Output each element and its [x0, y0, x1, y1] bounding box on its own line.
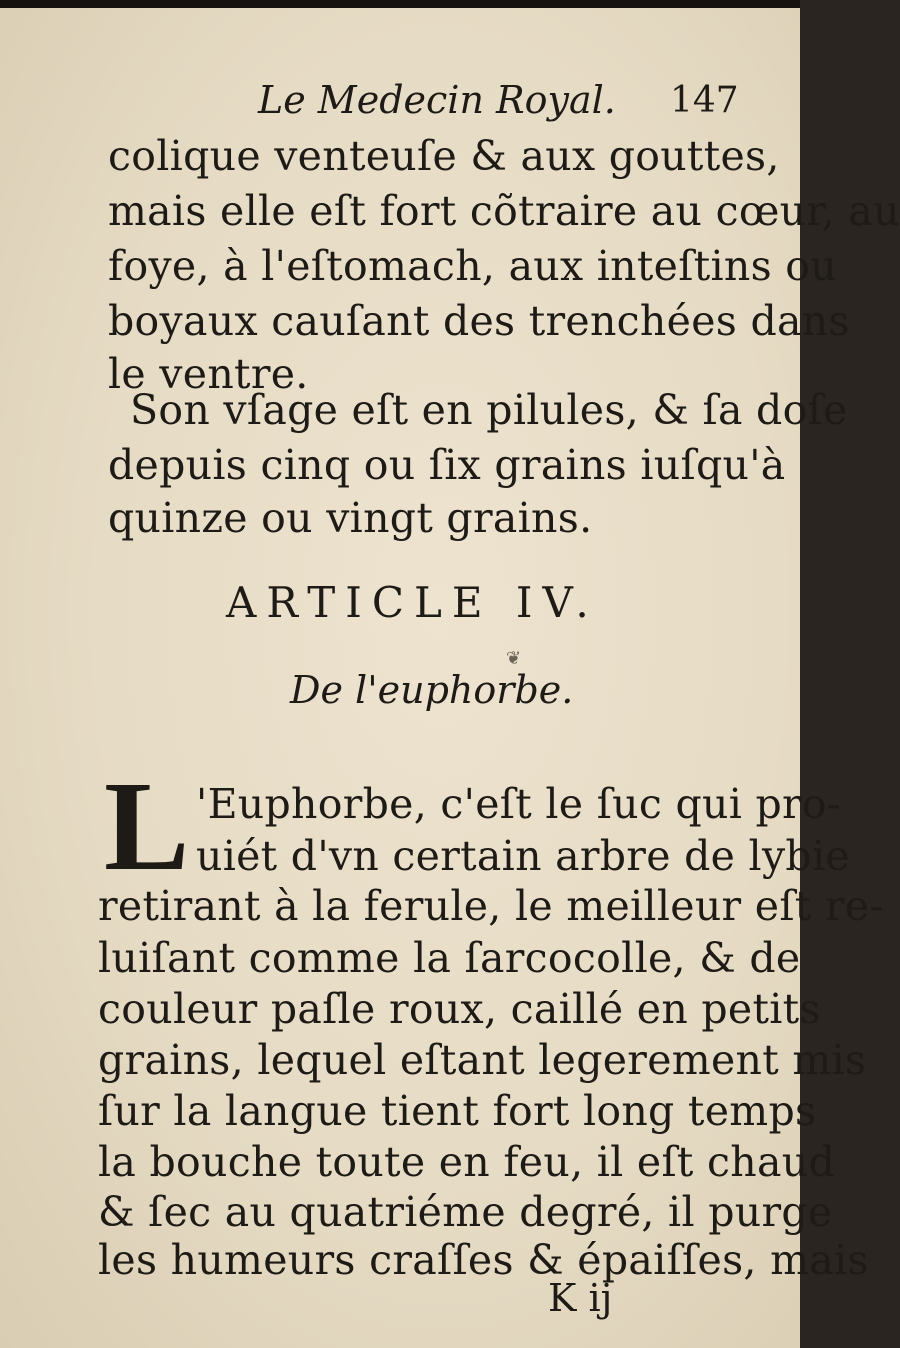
text-line: la bouche toute en feu, il eſt chaud [98, 1138, 836, 1186]
text-line: depuis cinq ou ſix grains iuſqu'à [108, 441, 786, 489]
text-line: les humeurs craſſes & épaiſſes, mais [98, 1236, 869, 1284]
page-number: 147 [670, 80, 739, 121]
text-line: mais elle eſt fort cõtraire au cœur, au [108, 187, 900, 235]
text-line: & ſec au quatriéme degré, il purge [98, 1188, 833, 1236]
signature-mark: K ij [548, 1276, 613, 1320]
text-line: le ventre. [108, 350, 309, 398]
article-subtitle: De l'euphorbe. [290, 668, 574, 712]
article-title: ARTICLE IV. [226, 578, 599, 627]
page-top-edge [0, 0, 800, 8]
text-line: quinze ou vingt grains. [108, 494, 593, 542]
text-line: ſur la langue tient fort long temps [98, 1087, 817, 1135]
ornament-icon: ❦ [506, 648, 522, 669]
text-line: Son vſage eſt en pilules, & ſa doſe [130, 386, 848, 434]
drop-cap: L [104, 755, 190, 897]
text-line: 'Euphorbe, c'eſt le ſuc qui pro- [196, 780, 842, 828]
text-line: couleur paſle roux, caillé en petits [98, 985, 821, 1033]
text-line: luiſant comme la ſarcocolle, & de [98, 934, 801, 982]
book-page [0, 8, 900, 1348]
text-line: boyaux cauſant des trenchées dans [108, 297, 850, 345]
text-line: grains, lequel eſtant legerement mis [98, 1036, 867, 1084]
running-title: Le Medecin Royal. [258, 78, 616, 122]
text-line: uiét d'vn certain arbre de lybie [196, 832, 850, 880]
text-line: retirant à la ferule, le meilleur eſt re- [98, 882, 884, 930]
text-line: colique venteuſe & aux gouttes, [108, 132, 780, 180]
text-line: foye, à l'eſtomach, aux inteſtins ou [108, 242, 837, 290]
